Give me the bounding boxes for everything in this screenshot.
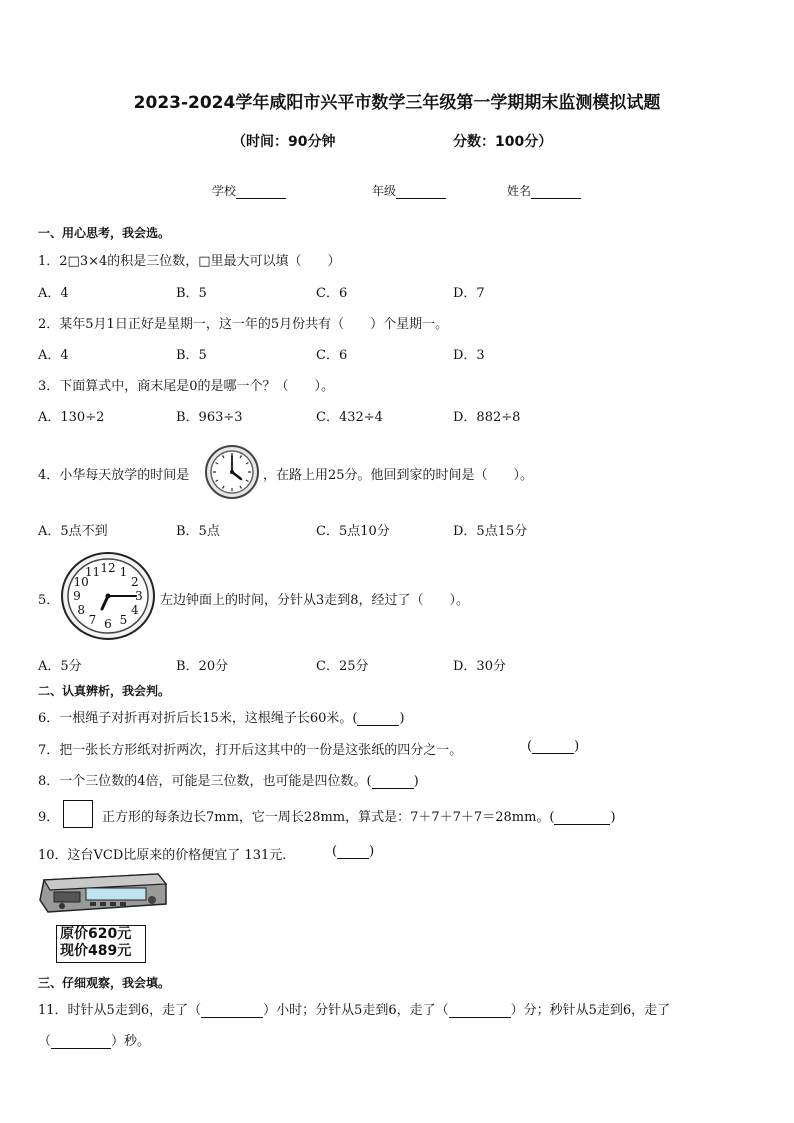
q10-answer: ( ) <box>332 844 375 859</box>
square-figure <box>63 800 93 828</box>
q11-second-blank[interactable] <box>51 1035 111 1049</box>
question-5-text: 左边钟面上的时间，分针从3走到8，经过了（ ）。 <box>160 593 470 608</box>
q5-option-c[interactable]: C．25分 <box>316 659 369 674</box>
school-label: 学校 <box>212 184 237 198</box>
clock-numeral: 1 <box>119 564 128 579</box>
q6-close: ) <box>399 711 405 726</box>
clock-numeral: 2 <box>130 575 139 589</box>
clock-numeral: 11 <box>84 564 101 579</box>
q3-option-b[interactable]: B．963÷3 <box>176 410 243 425</box>
question-11-line-2: （ ）秒。 <box>38 1034 151 1049</box>
question-9-number: 9． <box>38 810 60 825</box>
section-2-heading: 二、认真辨析，我会判。 <box>38 684 171 698</box>
q6-text: 6．一根绳子对折再对折后长15米，这根绳子长60米。( <box>38 711 358 726</box>
q8-answer-blank[interactable] <box>372 775 414 789</box>
q5-option-a[interactable]: A．5分 <box>38 659 82 674</box>
score-label: 分数：100分） <box>453 134 553 150</box>
clock-numeral: 4 <box>130 603 139 617</box>
exam-title: 2023-2024学年咸阳市兴平市数学三年级第一学期期末监测模拟试题 <box>133 93 661 113</box>
q5-option-d[interactable]: D．30分 <box>453 659 506 674</box>
question-2: 2．某年5月1日正好是星期一，这一年的5月份共有（ ）个星期一。 <box>38 317 449 332</box>
question-5-number: 5． <box>38 593 60 608</box>
q4-option-c[interactable]: C．5点10分 <box>316 524 390 539</box>
q2-option-a[interactable]: A．4 <box>38 348 69 363</box>
q6-answer-blank[interactable] <box>357 712 399 726</box>
q2-option-c[interactable]: C．6 <box>316 348 348 363</box>
question-10: 10．这台VCD比原来的价格便宜了 131元． <box>38 848 296 863</box>
q9-close: ) <box>610 810 616 825</box>
question-1: 1．2□3×4的积是三位数，□里最大可以填（ ） <box>38 254 341 269</box>
question-4-pre: 4．小华每天放学的时间是 <box>38 468 190 483</box>
clock-numeral: 10 <box>73 575 89 589</box>
question-7: 7．把一张长方形纸对折两次，打开后这其中的一份是这张纸的四分之一。 <box>38 743 463 758</box>
current-price: 现价489元 <box>60 943 132 959</box>
q2-option-b[interactable]: B．5 <box>176 348 207 363</box>
school-field[interactable] <box>212 182 286 199</box>
name-field[interactable] <box>507 182 581 199</box>
school-blank[interactable] <box>236 186 286 199</box>
grade-blank[interactable] <box>396 186 446 199</box>
question-4-post: ，在路上用25分。他回到家的时间是（ ）。 <box>263 468 534 483</box>
q1-option-c[interactable]: C．6 <box>316 286 348 301</box>
grade-field[interactable] <box>372 182 446 199</box>
clock-numeral: 12 <box>100 561 116 575</box>
name-label: 姓名 <box>507 184 532 198</box>
q8-close: ) <box>413 774 419 789</box>
q3-option-c[interactable]: C．432÷4 <box>316 410 383 425</box>
question-8 <box>38 770 419 789</box>
q9-text: 正方形的每条边长7mm，它一周长28mm，算式是：7＋7＋7＋7＝28mm。( <box>102 810 555 825</box>
clock-numeral: 9 <box>73 589 81 603</box>
question-6 <box>38 707 405 726</box>
q9-answer-blank[interactable] <box>554 811 610 825</box>
clock-numeral: 8 <box>77 603 86 617</box>
question-11-line-1: 11．时针从5走到6，走了（ ）小时；分针从5走到6，走了（ ）分；秒针从5走到6，走了 <box>38 1003 671 1018</box>
clock-numeral: 5 <box>119 613 128 628</box>
price-tag <box>56 925 146 963</box>
q4-option-a[interactable]: A．5点不到 <box>38 524 108 539</box>
q1-option-a[interactable]: A．4 <box>38 286 69 301</box>
section-1-heading: 一、用心思考，我会选。 <box>38 226 171 240</box>
q4-option-b[interactable]: B．5点 <box>176 524 220 539</box>
q8-text: 8．一个三位数的4倍，可能是三位数，也可能是四位数。( <box>38 774 372 789</box>
name-blank[interactable] <box>531 186 581 199</box>
time-label: （时间：90分钟 <box>232 134 336 150</box>
wall-clock-icon <box>60 551 156 641</box>
q7-answer: ( ) <box>527 739 580 754</box>
q11-hour-blank[interactable] <box>201 1004 263 1018</box>
q1-option-d[interactable]: D．7 <box>453 286 485 301</box>
vcd-player-icon <box>38 870 168 916</box>
clock-numeral: 6 <box>104 617 112 631</box>
q10-answer-blank[interactable] <box>337 845 369 859</box>
original-price: 原价620元 <box>60 926 132 942</box>
q4-option-d[interactable]: D．5点15分 <box>453 524 528 539</box>
small-clock-icon <box>203 444 261 500</box>
grade-label: 年级 <box>372 184 397 198</box>
q2-option-d[interactable]: D．3 <box>453 348 485 363</box>
q1-option-b[interactable]: B．5 <box>176 286 207 301</box>
q5-option-b[interactable]: B．20分 <box>176 659 229 674</box>
question-9 <box>102 806 616 825</box>
section-3-heading: 三、仔细观察，我会填。 <box>38 976 171 990</box>
q3-option-a[interactable]: A．130÷2 <box>38 410 105 425</box>
q11-minute-blank[interactable] <box>449 1004 511 1018</box>
clock-numeral: 7 <box>88 613 97 628</box>
clock-numeral: 3 <box>135 589 143 603</box>
question-3: 3．下面算式中，商末尾是0的是哪一个？（ ）。 <box>38 379 335 394</box>
q3-option-d[interactable]: D．882÷8 <box>453 410 521 425</box>
q7-answer-blank[interactable] <box>532 740 574 754</box>
